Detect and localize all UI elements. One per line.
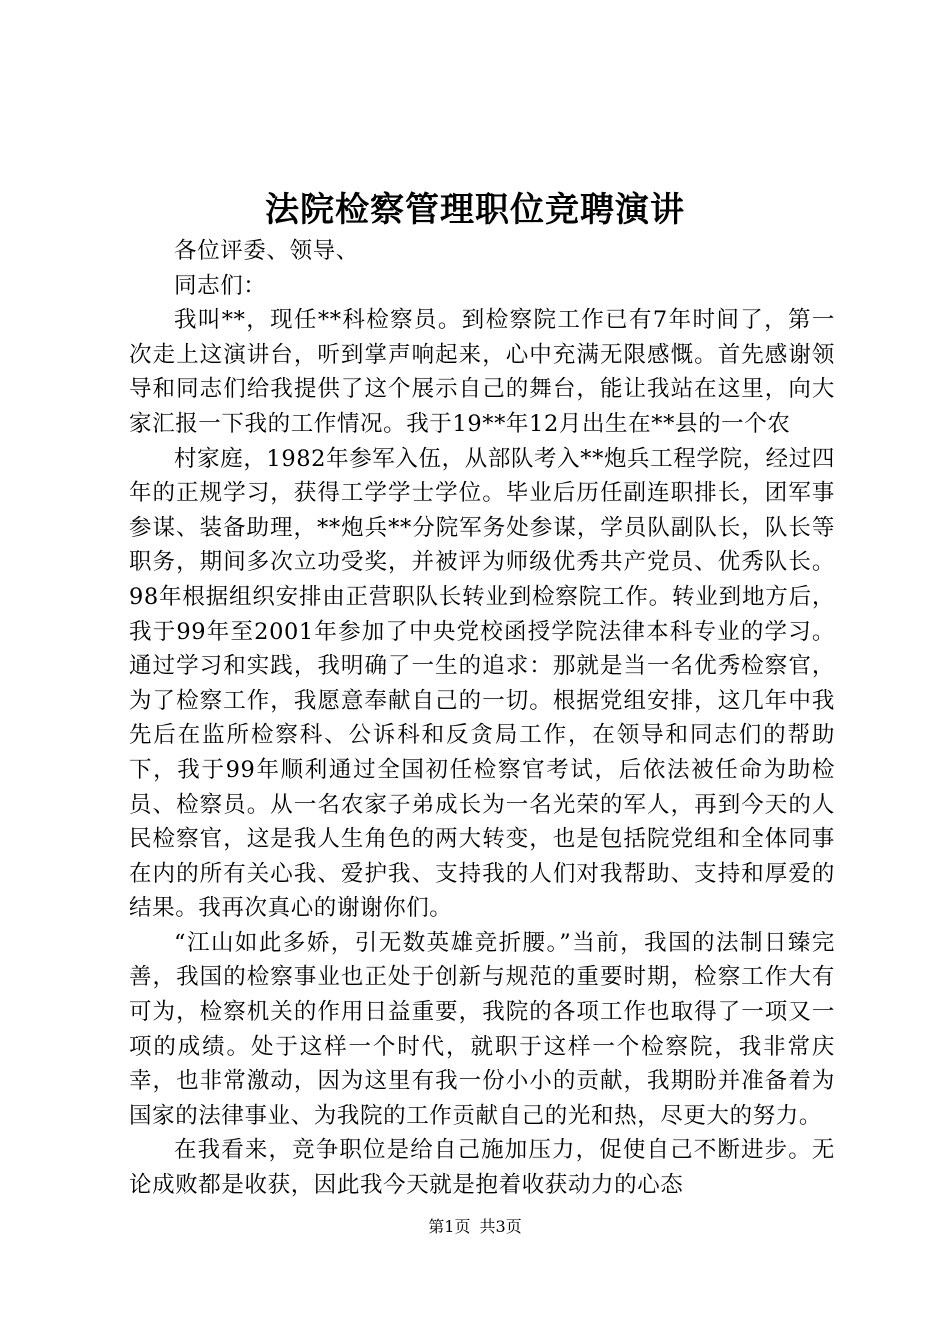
paragraph-era: “江山如此多娇，引无数英雄竞折腰。”当前，我国的法制日臻完善，我国的检察事业也正处于创新与规范的重要时期，检察工作大有可为，检察机关的作用日益重要，我院的各项工作也取得了一项又一项的成绩。处于这样一个时代，就职于这样一个检察院，我非常庆幸，也非常激动，因为这里有我一份小小的贡献，我期盼并准备着为国家的法律事业、为我院的工作贡献自己的光和热，尽更大的努力。 xyxy=(129,929,835,1129)
paragraph-salutation-2: 同志们： xyxy=(174,272,267,299)
page-number-current: 第1页 xyxy=(428,1217,471,1236)
document-title: 法院检察管理职位竞聘演讲 xyxy=(265,190,685,230)
page-footer xyxy=(0,1215,950,1239)
paragraph-salutation-1: 各位评委、领导、 xyxy=(174,238,359,264)
page-number-total: 共3页 xyxy=(479,1217,522,1236)
document-body xyxy=(129,234,835,1203)
paragraph-career: 村家庭，1982年参军入伍，从部队考入**炮兵工程学院，经过四年的正规学习，获得工学学士学位。毕业后历任副连职排长，团军事参谋、装备助理，**炮兵**分院军务处参谋，学员队副队长，队长等职务，期间多次立功受奖，并被评为师级优秀共产党员、优秀队长。98年根据组织安排由正营职队长转业到检察院工作。转业到地方后，我于99年至2001年参加了中央党校函授学院法律本科专业的学习。通过学习和实践，我明确了一生的追求：那就是当一名优秀检察官，为了检察工作，我愿意奉献自己的一切。根据党组安排，这几年中我先后在监所检察科、公诉科和反贪局工作，在领导和同志们的帮助下，我于99年顺利通过全国初任检察官考试，后依法被任命为助检员、检察员。从一名农家子弟成长为一名光荣的军人，再到今天的人民检察官，这是我人生角色的两大转变，也是包括院党组和全体同事在内的所有关心我、爱护我、支持我的人们对我帮助、支持和厚爱的结果。我再次真心的谢谢你们。 xyxy=(129,445,835,922)
paragraph-introduction: 我叫**，现任**科检察员。到检察院工作已有7年时间了，第一次走上这演讲台，听到掌声响起来，心中充满无限感慨。首先感谢领导和同志们给我提供了这个展示自己的舞台，能让我站在这里，向大家汇报一下我的工作情况。我于19**年12月出生在**县的一个农 xyxy=(129,307,835,437)
paragraph-competition: 在我看来，竞争职位是给自己施加压力，促使自己不断进步。无论成败都是收获，因此我今天就是抱着收获动力的心态 xyxy=(129,1137,835,1199)
